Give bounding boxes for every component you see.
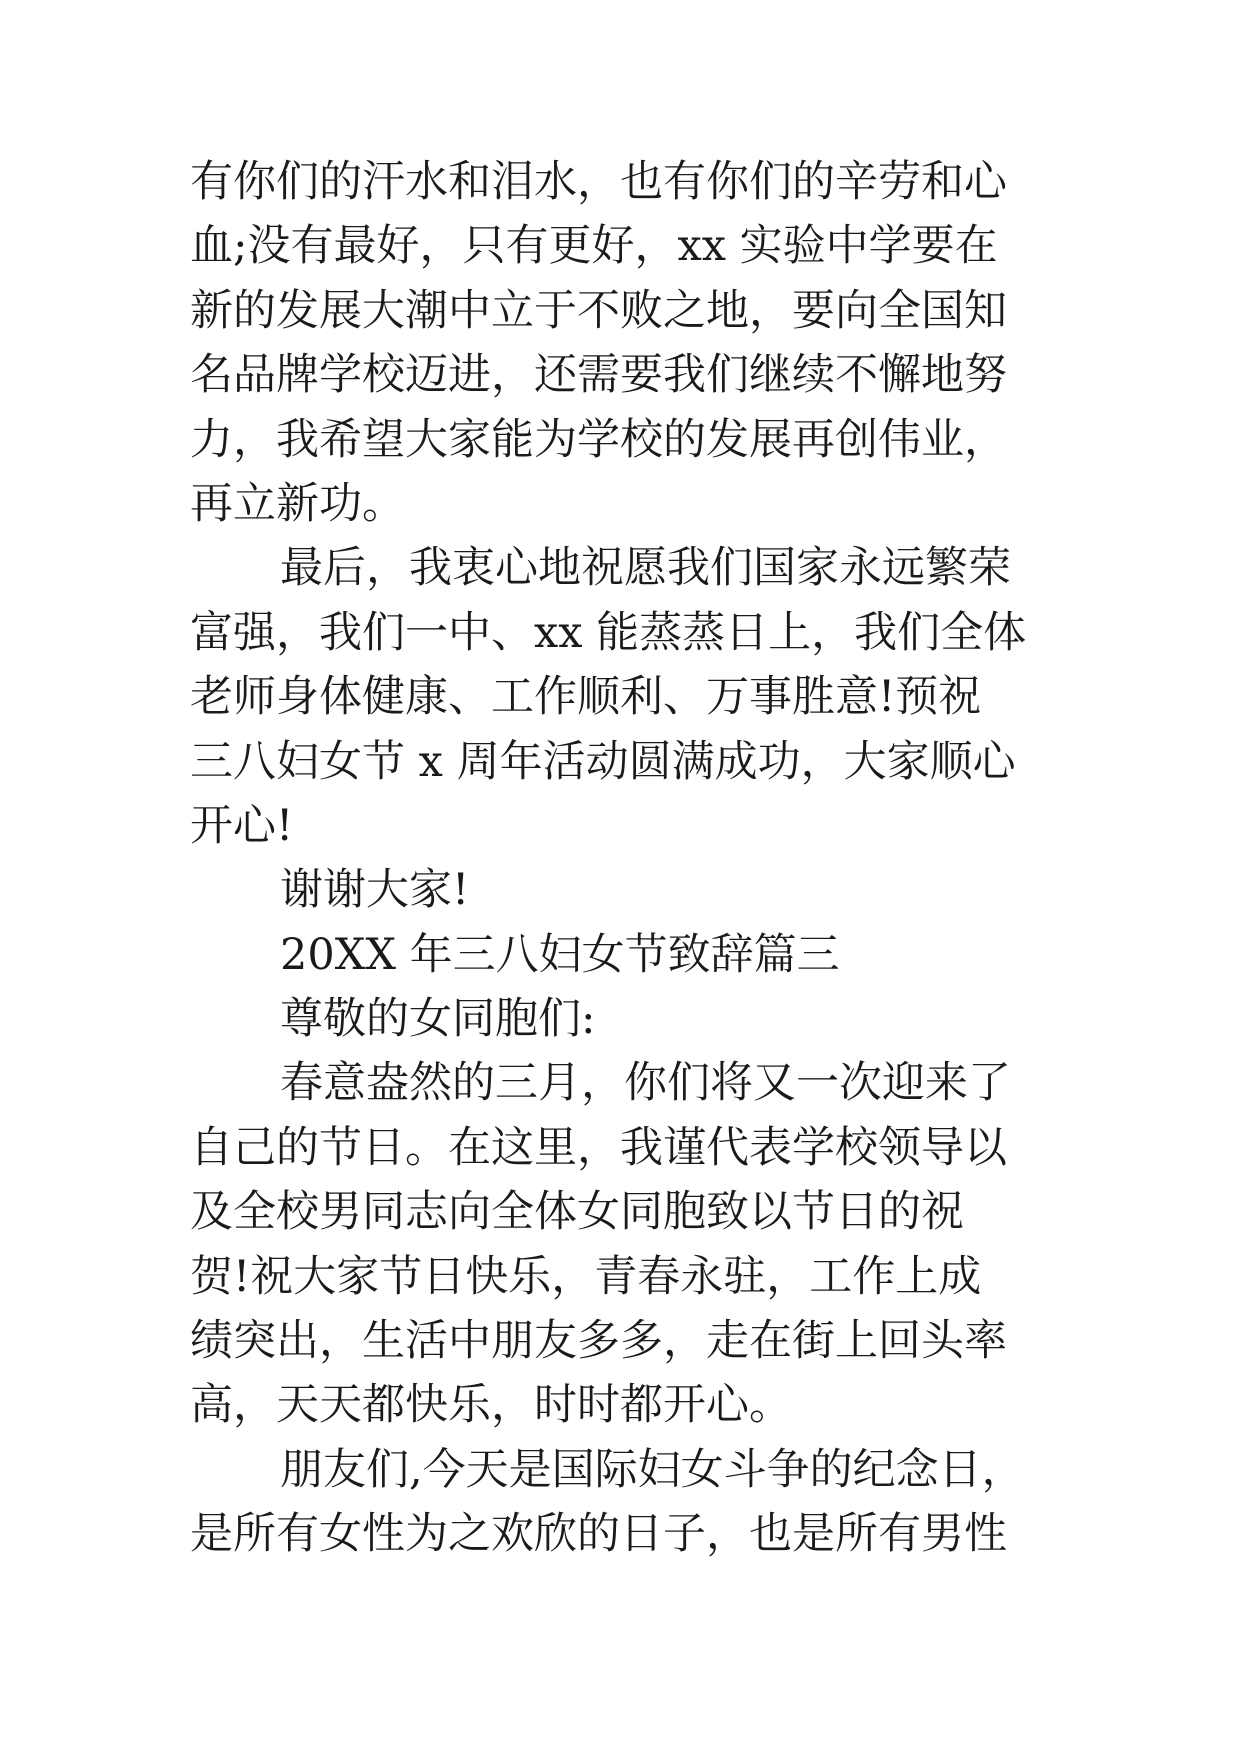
text-line: 再立新功。 <box>190 478 405 529</box>
text-line: 有你们的汗水和泪水，也有你们的辛劳和心 <box>190 157 1007 207</box>
text-line: 贺!祝大家节日快乐，青春永驻，工作上成 <box>190 1251 982 1302</box>
text-line: 三八妇女节 x 周年活动圆满成功，大家顺心 <box>190 736 1016 787</box>
text-line: 最后，我衷心地祝愿我们国家永远繁荣 <box>280 543 1011 594</box>
text-line: 是所有女性为之欢欣的日子，也是所有男性 <box>190 1509 1007 1560</box>
text-line: 20XX 年三八妇女节致辞篇三 <box>280 929 840 980</box>
document-body <box>190 150 1070 1567</box>
text-line: 绩突出，生活中朋友多多，走在街上回头率 <box>190 1316 1007 1367</box>
text-line: 高，天天都快乐，时时都开心。 <box>190 1380 792 1431</box>
text-line: 力，我希望大家能为学校的发展再创伟业， <box>190 414 1007 465</box>
text-line: 血;没有最好，只有更好，xx 实验中学要在 <box>190 221 998 272</box>
text-line: 名品牌学校迈进，还需要我们继续不懈地努 <box>190 350 1007 401</box>
text-line: 朋友们,今天是国际妇女斗争的纪念日， <box>280 1444 1025 1495</box>
text-line: 尊敬的女同胞们: <box>280 994 596 1045</box>
text-line: 新的发展大潮中立于不败之地，要向全国知 <box>190 285 1007 336</box>
text-line: 老师身体健康、工作顺利、万事胜意!预祝 <box>190 672 982 723</box>
text-line: 富强，我们一中、xx 能蒸蒸日上，我们全体 <box>190 607 1027 658</box>
text-line: 及全校男同志向全体女同胞致以节日的祝 <box>190 1187 964 1238</box>
text-line: 开心! <box>190 800 294 851</box>
text-line: 自己的节日。在这里，我谨代表学校领导以 <box>190 1122 1007 1173</box>
text-line: 谢谢大家! <box>280 865 470 916</box>
text-line: 春意盎然的三月，你们将又一次迎来了 <box>280 1058 1011 1109</box>
